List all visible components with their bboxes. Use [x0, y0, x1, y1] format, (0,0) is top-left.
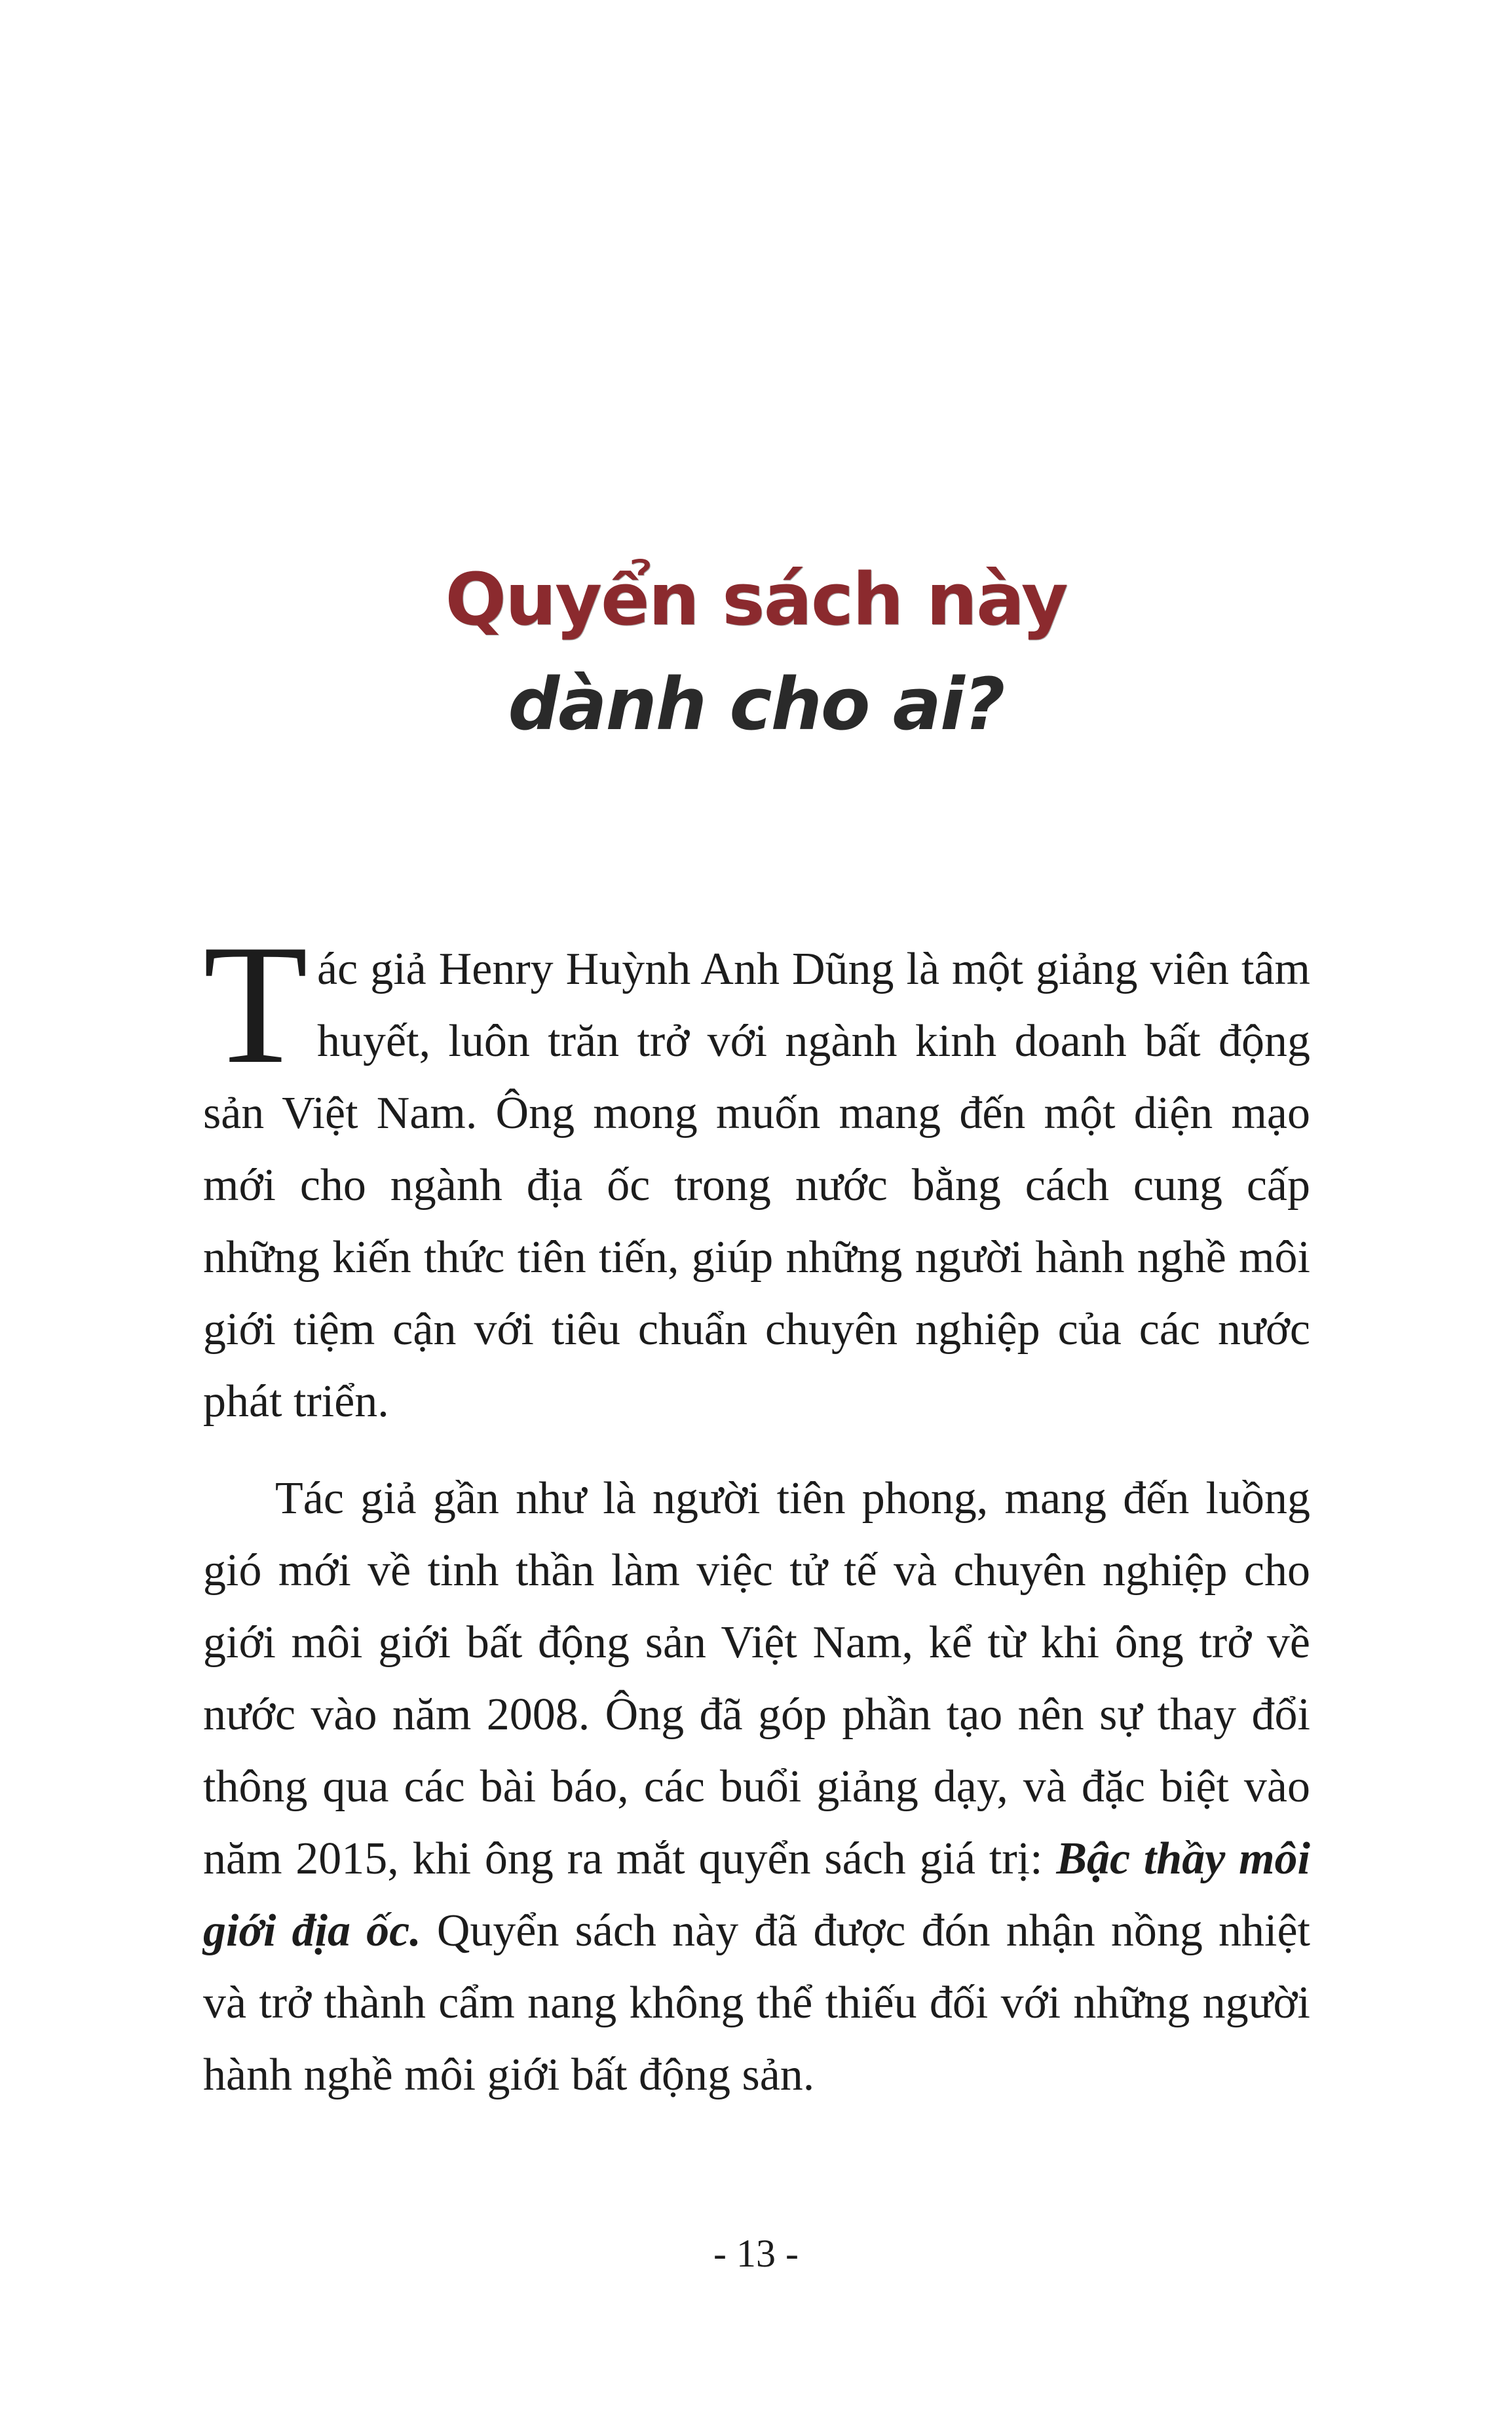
chapter-title-line2: dành cho ai? [508, 662, 1004, 746]
chapter-title-line1: Quyển sách này [445, 557, 1067, 641]
paragraph-2 [203, 1463, 1310, 2111]
paragraph-1-text: ác giả Henry Huỳnh Anh Dũng là một giảng viên tâm huyết, luôn trăn trở với ngành kinh doanh bất động sản Việt Nam. Ông mong muốn mang đến một diện mạo mới cho ngành địa ốc trong nước bằng cách cung cấp những kiến thức tiên tiến, giúp những người hành nghề môi giới tiệm cận với tiêu chuẩn chuyên nghiệp của các nước phát triển. [203, 944, 1310, 1427]
paragraph-1 [203, 909, 1310, 1438]
paragraph-2-text-before: Tác giả gần như là người tiên phong, mang đến luồng gió mới về tinh thần làm việc tử tế và chuyên nghiệp cho giới môi giới bất động sản Việt Nam, kể từ khi ông trở về nước vào năm 2008. Ông đã góp phần tạo nên sự thay đổi thông qua các bài báo, các buổi giảng dạy, và đặc biệt vào năm 2015, khi ông ra mắt quyển sách giá trị: [203, 1473, 1310, 1884]
book-title-reference: Bậc thầy môi giới địa ốc. [203, 1834, 1310, 1956]
page-number: - 13 - [713, 2232, 799, 2275]
paragraph-2-text-after: Quyển sách này đã được đón nhận nồng nhiệt và trở thành cẩm nang không thể thiếu đối với những người hành nghề môi giới bất động sản. [203, 1906, 1310, 2100]
body-text [203, 909, 1310, 2111]
chapter-title [0, 550, 1512, 760]
drop-cap: T [203, 909, 309, 1099]
